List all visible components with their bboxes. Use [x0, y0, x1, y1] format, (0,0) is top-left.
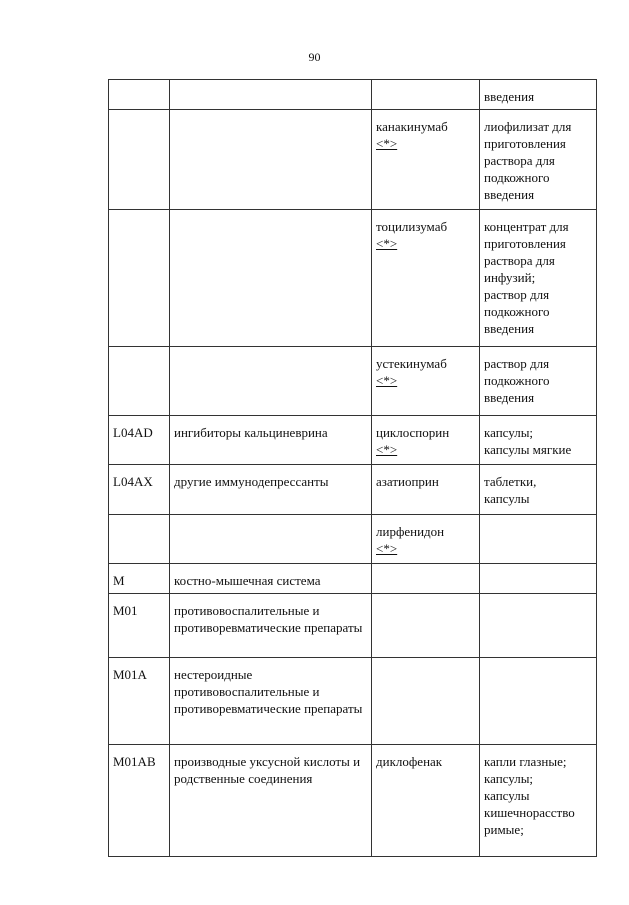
dosage-form-line: концентрат для: [484, 219, 569, 234]
dosage-form-line: кишечнорасство: [484, 805, 575, 820]
dosage-form-line: введения: [484, 89, 535, 104]
drug-name: лирфенидон: [376, 524, 445, 539]
drug-name: устекинумаб: [376, 356, 447, 371]
dosage-forms-cell: [480, 515, 597, 564]
dosage-form-line: капсулы: [484, 491, 530, 506]
drug-name: тоцилизумаб: [376, 219, 448, 234]
dosage-form-line: инфузий;: [484, 270, 536, 285]
atc-code-cell: M01: [109, 594, 170, 658]
dosage-forms-cell: [480, 564, 597, 594]
group-cell: [170, 110, 372, 210]
dosage-form-line: капсулы мягкие: [484, 442, 572, 457]
group-cell: ингибиторы кальциневрина: [170, 416, 372, 465]
dosage-forms-cell: [480, 594, 597, 658]
table-row: [109, 745, 597, 857]
dosage-forms-cell: [480, 110, 597, 210]
drug-note-link: <*>: [376, 442, 398, 457]
table-row: [109, 110, 597, 210]
dosage-forms-cell: [480, 416, 597, 465]
group-cell: [170, 210, 372, 347]
atc-code-cell: L04AX: [109, 465, 170, 515]
drug-name: канакинумаб: [376, 119, 448, 134]
dosage-form-line: введения: [484, 390, 535, 405]
dosage-form-line: введения: [484, 187, 535, 202]
group-cell: [170, 515, 372, 564]
atc-code-cell: M01AB: [109, 745, 170, 857]
drug-note-link: <*>: [376, 136, 398, 151]
dosage-forms-cell: [480, 210, 597, 347]
dosage-forms-cell: [480, 465, 597, 515]
dosage-form-line: приготовления: [484, 136, 566, 151]
dosage-forms-cell: [480, 658, 597, 745]
table-row: [109, 80, 597, 110]
page-number: 90: [308, 50, 321, 64]
table-row: [109, 594, 597, 658]
drug-cell: [372, 465, 480, 515]
atc-code-cell: [109, 110, 170, 210]
atc-code-cell: [109, 347, 170, 416]
table-row: [109, 465, 597, 515]
atc-code-cell: M: [109, 564, 170, 594]
dosage-form-line: раствор для: [484, 287, 550, 302]
table-row: [109, 515, 597, 564]
drug-cell: [372, 658, 480, 745]
drug-table: [108, 79, 597, 857]
dosage-form-line: подкожного: [484, 170, 550, 185]
drug-name: азатиоприн: [376, 474, 439, 489]
group-cell: костно-мышечная система: [170, 564, 372, 594]
group-cell: производные уксусной кислоты и родственные соединения: [170, 745, 372, 857]
table-row: [109, 416, 597, 465]
dosage-form-line: раствора для: [484, 253, 555, 268]
table-row: [109, 658, 597, 745]
drug-name: циклоспорин: [376, 425, 450, 440]
drug-cell: [372, 210, 480, 347]
drug-cell: [372, 416, 480, 465]
group-cell: другие иммунодепрессанты: [170, 465, 372, 515]
dosage-form-line: подкожного: [484, 304, 550, 319]
group-cell: нестероидные противовоспалительные и противоревматические препараты: [170, 658, 372, 745]
table-row: [109, 347, 597, 416]
dosage-form-line: лиофилизат для: [484, 119, 572, 134]
drug-cell: [372, 80, 480, 110]
drug-name: диклофенак: [376, 754, 443, 769]
drug-cell: [372, 594, 480, 658]
table-row: [109, 564, 597, 594]
drug-note-link: <*>: [376, 236, 398, 251]
dosage-forms-cell: [480, 80, 597, 110]
drug-cell: [372, 347, 480, 416]
atc-code-cell: M01A: [109, 658, 170, 745]
dosage-form-line: таблетки,: [484, 474, 537, 489]
dosage-form-line: раствора для: [484, 153, 555, 168]
dosage-form-line: раствор для: [484, 356, 550, 371]
atc-code-cell: [109, 210, 170, 347]
drug-note-link: <*>: [376, 373, 398, 388]
dosage-form-line: приготовления: [484, 236, 566, 251]
drug-cell: [372, 564, 480, 594]
drug-note-link: <*>: [376, 541, 398, 556]
dosage-form-line: римые;: [484, 822, 524, 837]
drug-cell: [372, 110, 480, 210]
dosage-forms-cell: [480, 347, 597, 416]
dosage-form-line: капсулы;: [484, 771, 534, 786]
atc-code-cell: [109, 80, 170, 110]
atc-code-cell: L04AD: [109, 416, 170, 465]
dosage-form-line: введения: [484, 321, 535, 336]
group-cell: [170, 80, 372, 110]
table-row: [109, 210, 597, 347]
dosage-form-line: капсулы: [484, 788, 530, 803]
dosage-forms-cell: [480, 745, 597, 857]
drug-cell: [372, 745, 480, 857]
atc-code-cell: [109, 515, 170, 564]
group-cell: [170, 347, 372, 416]
dosage-form-line: капли глазные;: [484, 754, 567, 769]
dosage-form-line: капсулы;: [484, 425, 534, 440]
dosage-form-line: подкожного: [484, 373, 550, 388]
group-cell: противовоспалительные и противоревматические препараты: [170, 594, 372, 658]
table-body: [109, 80, 597, 857]
drug-cell: [372, 515, 480, 564]
